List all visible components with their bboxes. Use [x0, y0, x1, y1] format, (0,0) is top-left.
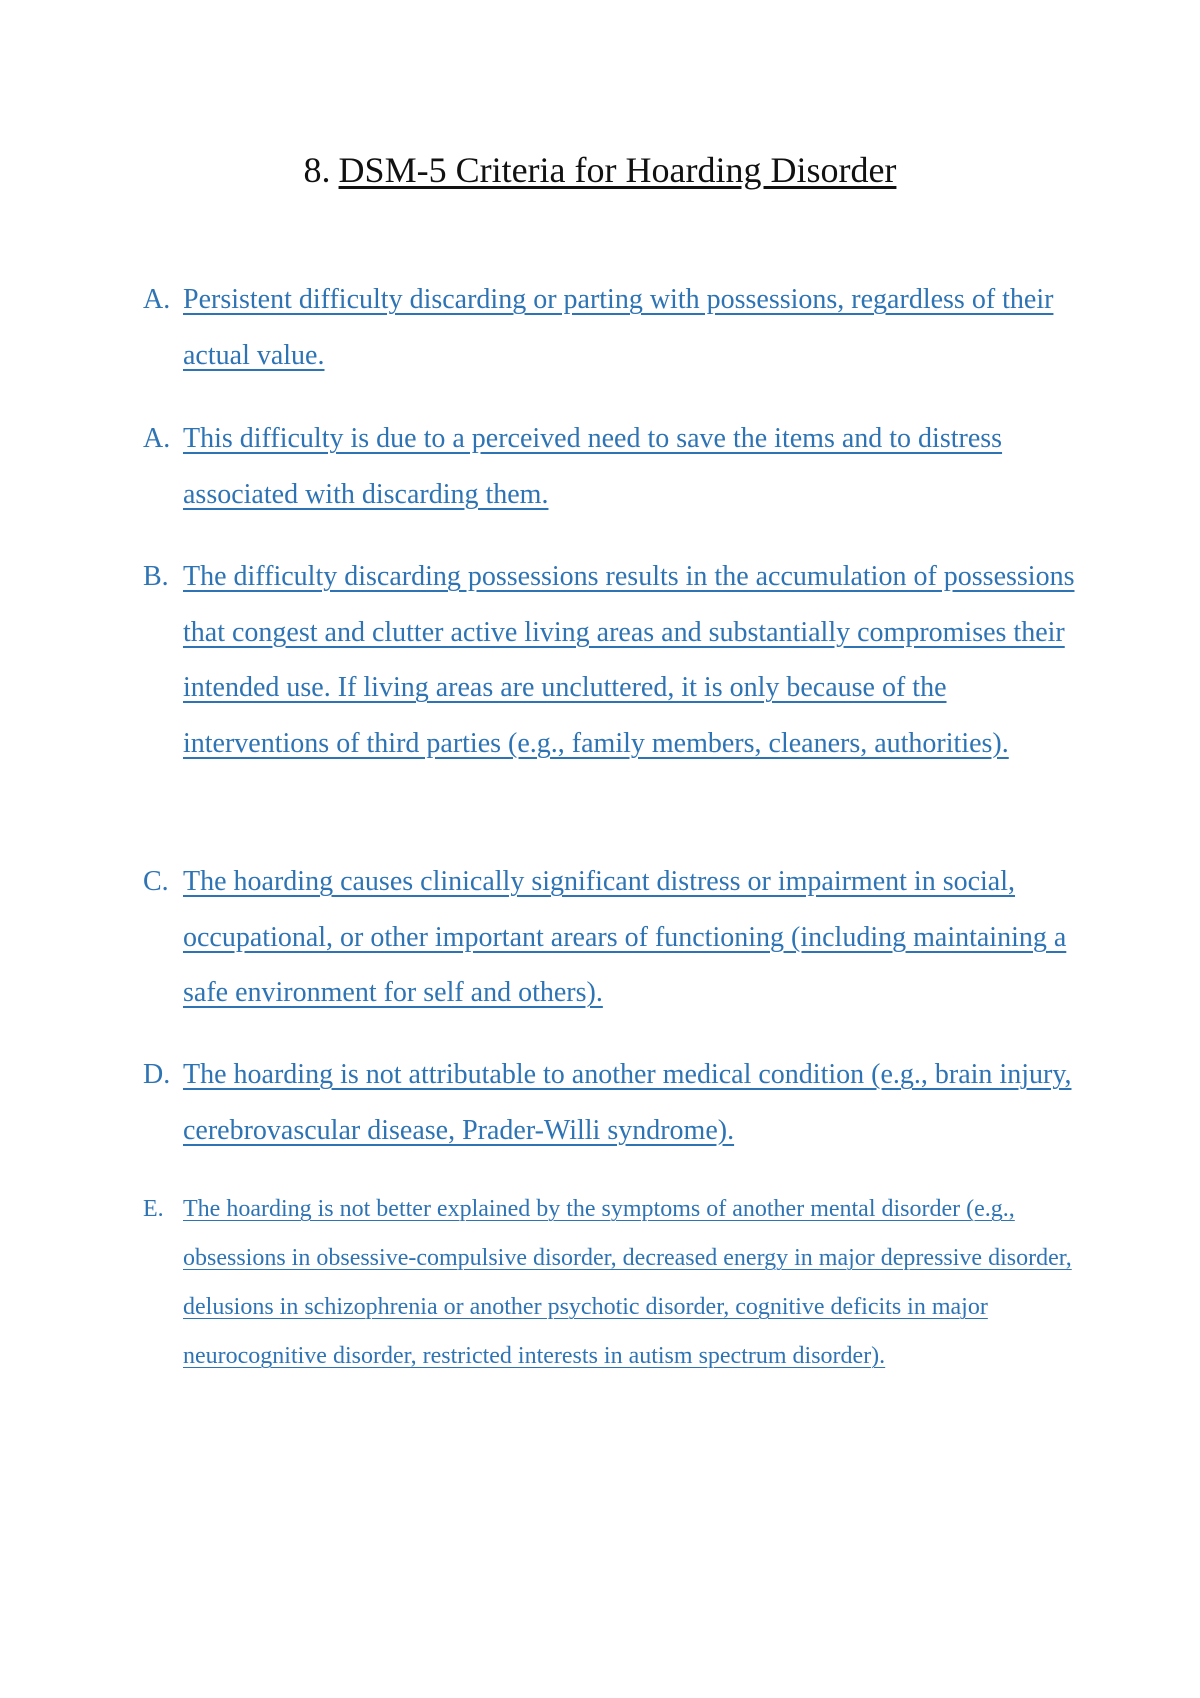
criterion-link[interactable]: The hoarding is not attributable to another medical condition (e.g., brain injury, cerebrovascular disease, Prader-Willi syndrome).: [183, 1059, 1072, 1146]
criterion-link[interactable]: The hoarding causes clinically significant distress or impairment in social, occupational, or other important arears of functioning (including maintaining a safe environment for self and others).: [183, 866, 1067, 1008]
criterion-item: [143, 1047, 1083, 1158]
criterion-item: [143, 1185, 1083, 1381]
criterion-marker: B.: [143, 561, 169, 592]
title-number: 8.: [303, 150, 331, 190]
criterion-link[interactable]: This difficulty is due to a perceived need to save the items and to distress associated with discarding them.: [183, 423, 1003, 510]
criterion-item: [143, 272, 1083, 383]
criterion-link[interactable]: The difficulty discarding possessions results in the accumulation of possessions that congest and clutter active living areas and substantially compromises their intended use. If living areas are uncluttered, it is only because of the interventions of third parties (e.g., family members, cleaners, authorities).: [183, 561, 1075, 759]
criterion-item: [143, 549, 1083, 771]
criterion-marker: C.: [143, 866, 169, 897]
title-text: DSM-5 Criteria for Hoarding Disorder: [338, 150, 897, 190]
criterion-marker: D.: [143, 1059, 171, 1090]
criterion-marker: E.: [143, 1196, 164, 1222]
criterion-link[interactable]: Persistent difficulty discarding or parting with possessions, regardless of their actual value.: [183, 284, 1054, 371]
criterion-item: [143, 411, 1083, 522]
criterion-marker: A.: [143, 423, 171, 454]
criterion-link[interactable]: The hoarding is not better explained by the symptoms of another mental disorder (e.g., obsessions in obsessive-compulsive disorder, decreased energy in major depressive disorder, delusions in schizophrenia or another psychotic disorder, cognitive deficits in major neurocognitive disorder, restricted interests in autism spectrum disorder).: [183, 1196, 1072, 1369]
criterion-marker: A.: [143, 284, 171, 315]
criterion-item: [143, 854, 1083, 1021]
